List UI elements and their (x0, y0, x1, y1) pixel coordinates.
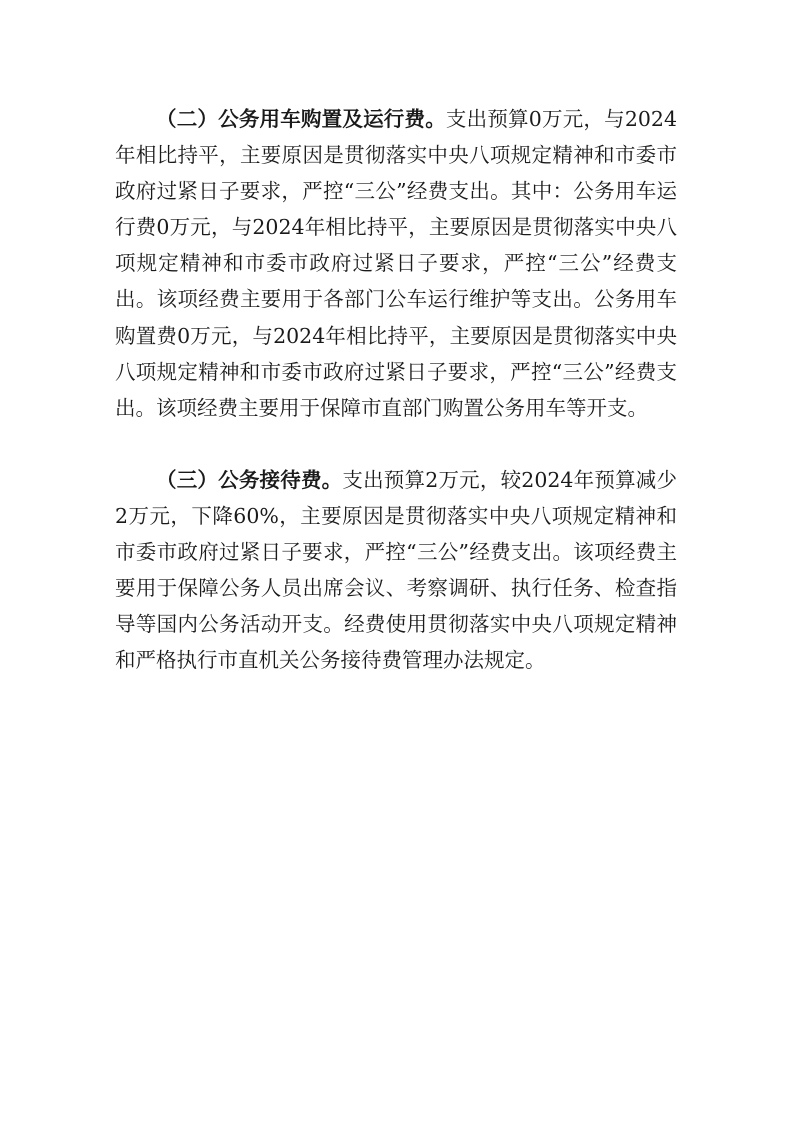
section-text: 支出预算2万元，较2024年预算减少2万元，下降60%，主要原因是贯彻落实中央八项规定精神和市委市政府过紧日子要求，严控“三公”经费支出。该项经费主要用于保障公务人员出席会议、考察调研、执行任务、检查指导等国内公务活动开支。经费使用贯彻落实中央八项规定精神和严格执行市直机关公务接待费管理办法规定。 (115, 467, 677, 673)
section-heading: （三）公务接待费。 (156, 467, 343, 492)
section-vehicle-costs (115, 101, 677, 426)
section-text: 支出预算0万元，与2024年相比持平，主要原因是贯彻落实中央八项规定精神和市委市政府过紧日子要求，严控“三公”经费支出。其中：公务用车运行费0万元，与2024年相比持平，主要原因是贯彻落实中央八项规定精神和市委市政府过紧日子要求，严控“三公”经费支出。该项经费主要用于各部门公车运行维护等支出。公务用车购置费0万元，与2024年相比持平，主要原因是贯彻落实中央八项规定精神和市委市政府过紧日子要求，严控“三公”经费支出。该项经费主要用于保障市直部门购置公务用车等开支。 (115, 107, 678, 420)
section-reception-costs (115, 462, 677, 679)
section-heading: （二）公务用车购置及运行费。 (156, 107, 446, 131)
document-body (115, 101, 677, 678)
